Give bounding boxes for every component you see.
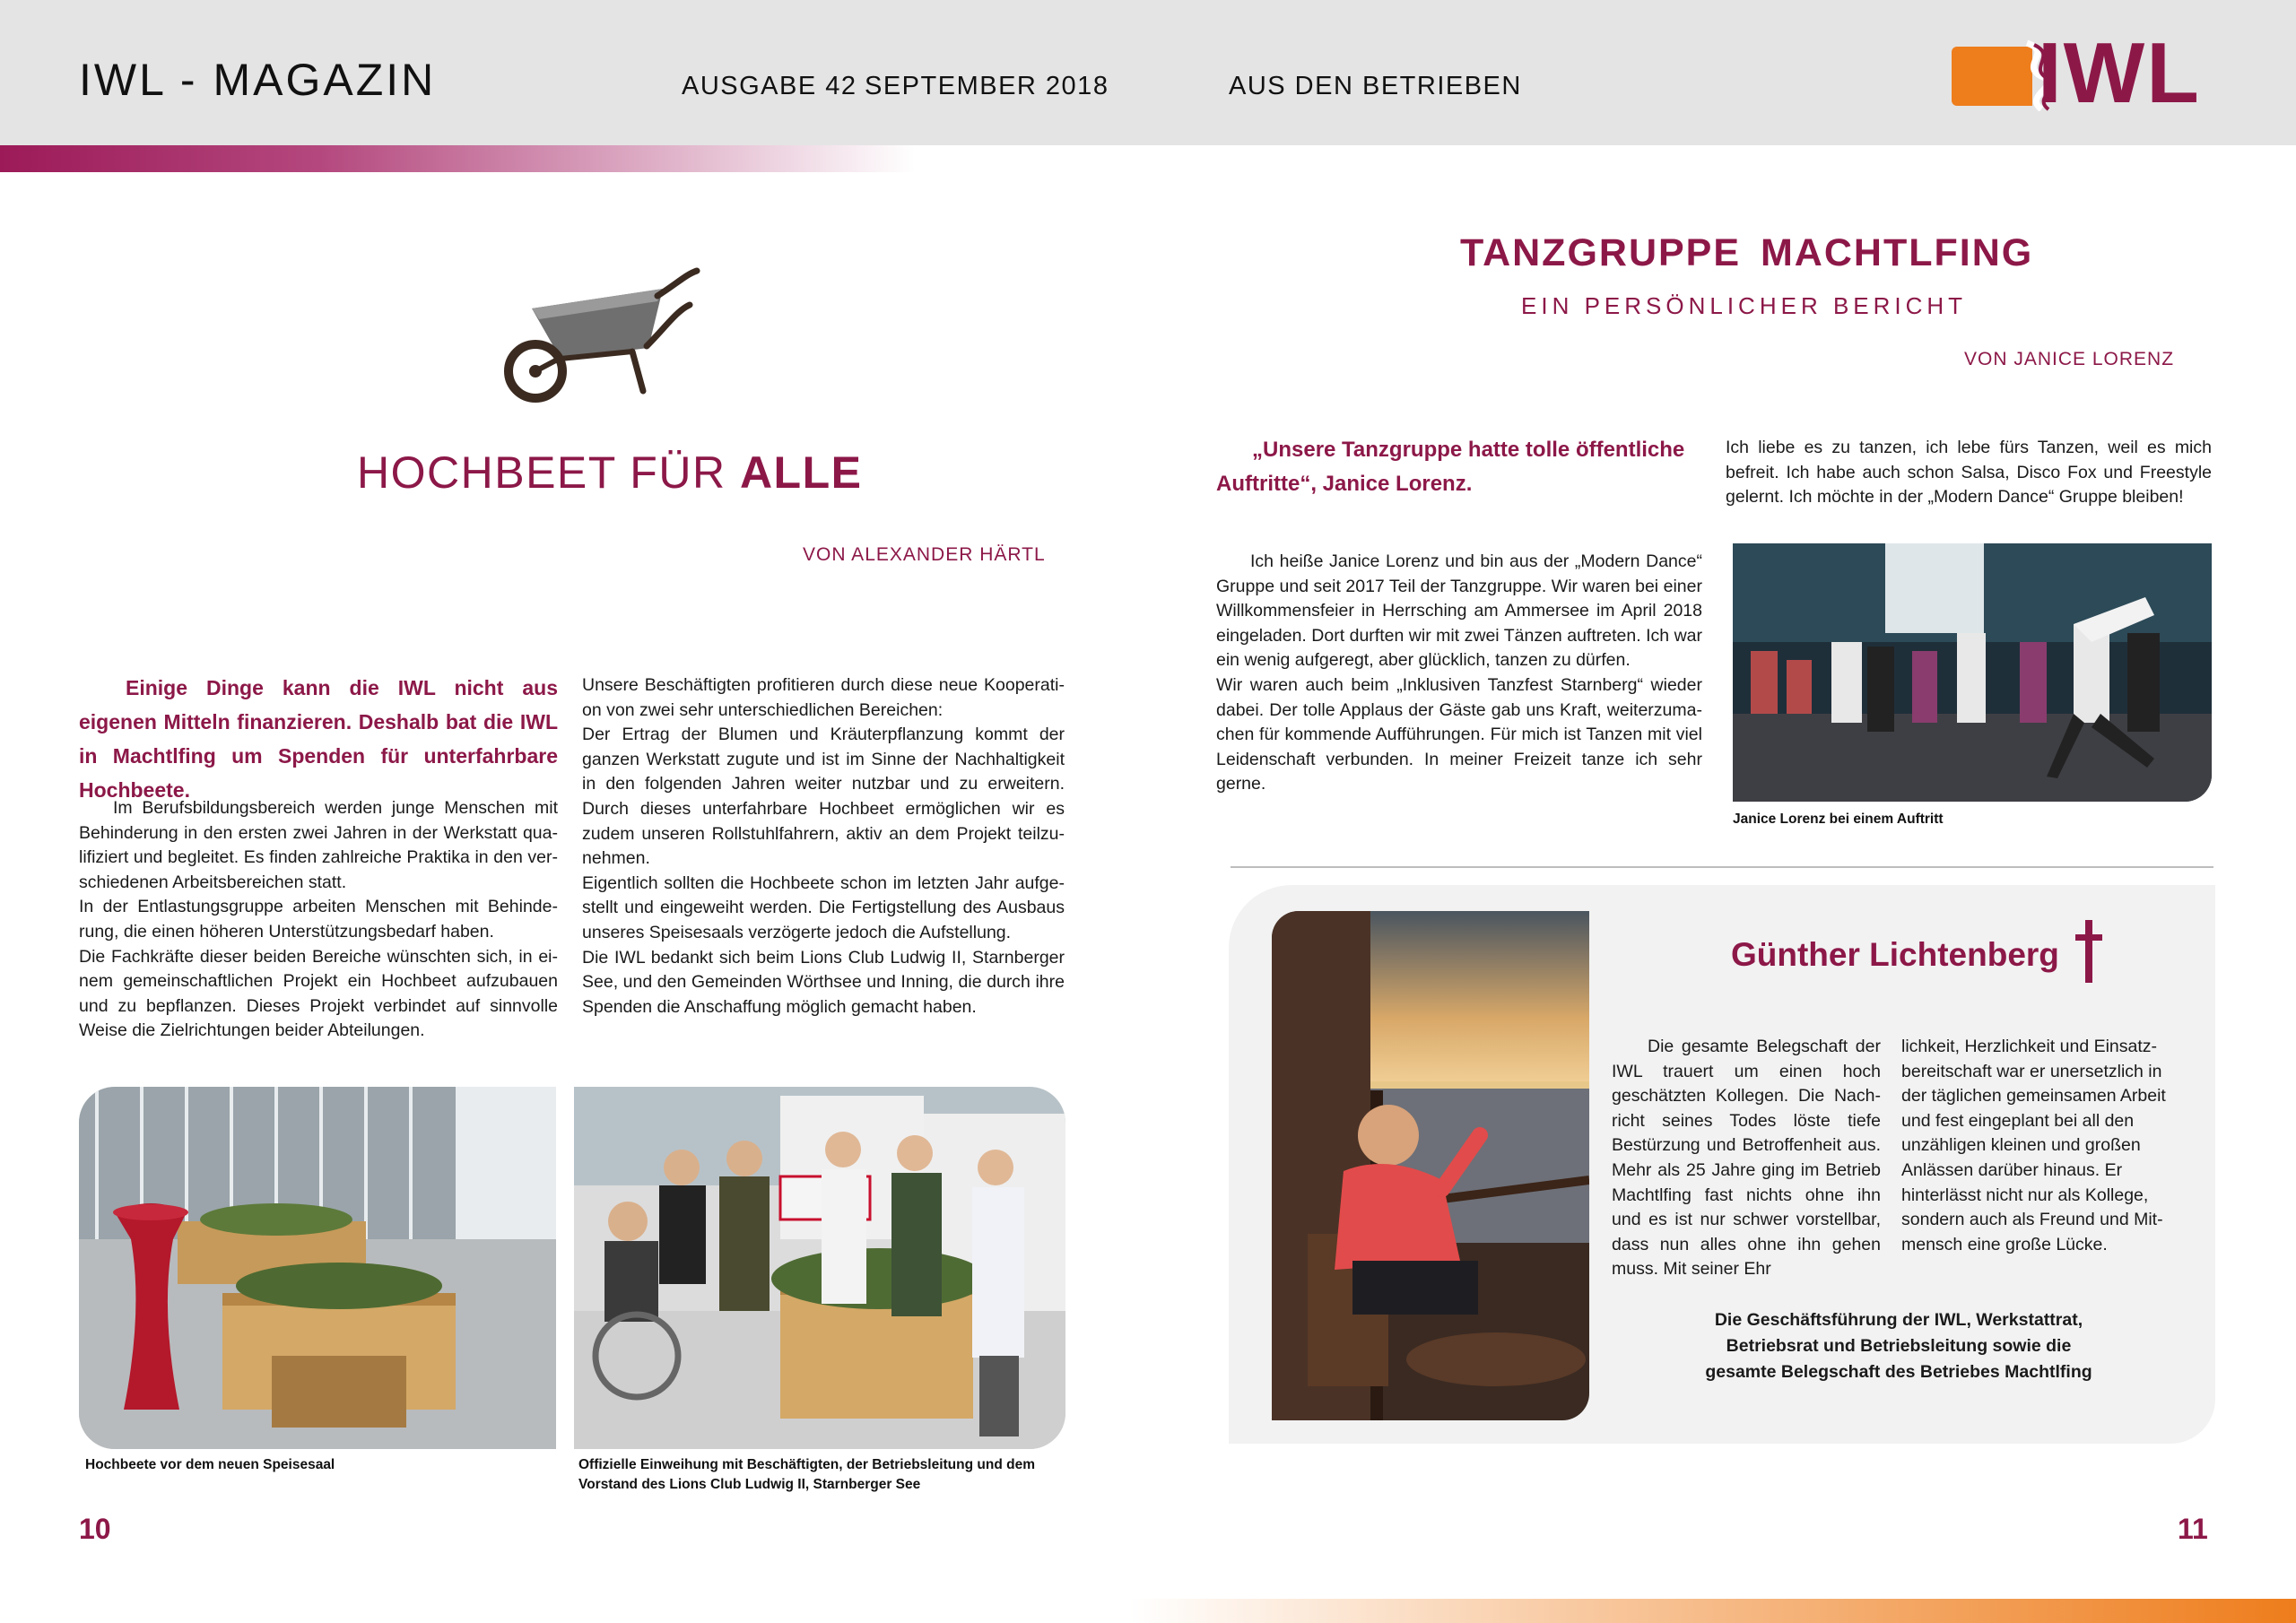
caption-einweihung-2: Vorstand des Lions Club Ludwig II, Starnberger See [578, 1477, 921, 1492]
dance-col-2: Ich liebe es zu tanzen, ich lebe fürs Tanzen, weil es mich befreit. Ich habe auch schon Salsa, Disco Fox und Freestyle gelernt. Ich möchte in der „Modern Dance“ Gruppe bleiben! [1726, 438, 2212, 508]
photo-tanzauftritt [1733, 543, 2212, 802]
photo-hochbeete [79, 1087, 556, 1449]
issue-date: SEPTEMBER 2018 [865, 72, 1109, 100]
article-col-1 [79, 796, 558, 1044]
paragraph: Im Berufsbildungsbereich werden junge Menschen mit Behinderung in den ersten zwei Jahren in der Werkstatt qualifiziert und begleitet. Es finden zahlreiche Praktika in den verschiedenen Arbeitsbereichen statt. [79, 798, 558, 892]
dance-col-1 [1216, 550, 1702, 797]
page-number-left: 10 [79, 1513, 111, 1545]
byline-lorenz: VON JANICE LORENZ [1964, 349, 2175, 369]
paragraph: Die Fachkräfte dieser beiden Bereiche wünschten sich, in einem gemeinschaftlichen Projekt ein Hochbeet aufzubauen und zu bepflanzen. Dieses Projekt verbindet auf sinnvolle Weise die Zielrichtungen beider Abteilungen. [79, 946, 558, 1041]
page-number-right: 11 [2178, 1513, 2208, 1545]
issue-label: AUSGABE 42 [682, 72, 857, 100]
article-intro: Einige Dinge kann die IWL nicht aus eigenen Mitteln finanzieren. Deshalb bat die IWL in Machtlfing um Spenden für unterfahrbare Hochbeete. [79, 676, 558, 802]
paragraph: Unsere Beschäftigten profitieren durch diese neue Kooperation von zwei sehr unterschiedlichen Bereichen: [582, 675, 1065, 720]
photo-einweihung [574, 1087, 1065, 1449]
memorial-col-2: lichkeit, Herzlichkeit und Einsatzbereitschaft war er unersetzlich in der täglichen gemeinsamen Arbeit und fest eingeplant bei all den unzähligen kleinen und großen Anlässen darüber hinaus. Er hinterlässt nicht nur als Kollege, sondern auch als Freund und Mitmensch eine große Lücke. [1901, 1037, 2166, 1254]
article-title-tanzgruppe: TANZGRUPPE MACHTLFING [1460, 231, 2034, 274]
closing-line: gesamte Belegschaft des Betriebes Machtlfing [1705, 1362, 2092, 1382]
pull-quote: „Unsere Tanzgruppe hatte tolle öffentliche Auftritte“, Janice Lorenz. [1216, 438, 1685, 496]
cross-icon [2075, 920, 2102, 983]
paragraph: Die IWL bedankt sich beim Lions Club Ludwig II, Starnberger See, und den Gemeinden Wörthsee und Inning, die durch ihre Spenden die Anschaffung möglich gemacht haben. [582, 947, 1065, 1017]
header-gradient-bar [0, 145, 915, 172]
caption-hochbeete: Hochbeete vor dem neuen Speisesaal [85, 1457, 335, 1472]
article-title-hochbeet: HOCHBEET FÜR ALLE [357, 447, 863, 498]
caption-einweihung-1: Offizielle Einweihung mit Beschäftigten, der Betriebsleitung und dem [578, 1457, 1035, 1472]
photo-lichtenberg [1272, 911, 1589, 1420]
paragraph: Eigentlich sollten die Hochbeete schon im letzten Jahr aufgestellt und eingeweiht werden. Die Fertigstellung des Ausbaus unseres Speisesaals verzögerte jedoch die Aufstellung. [582, 872, 1065, 942]
memorial-col-1: Die gesamte Belegschaft der IWL trauert um einen hoch geschätzten Kollegen. Die Nachricht seines Todes löste tiefe Bestürzung und Betroffenheit aus. Mehr als 25 Jahre ging im Betrieb Machtlfing fast nichts ohne ihn und es ist nur schwer vorstellbar, dass nun alles ohne ihn gehen muss. Mit seiner Ehr [1612, 1037, 1881, 1280]
article-col-2 [582, 673, 1065, 1020]
closing-line: Betriebsrat und Betriebsleitung sowie die [1726, 1336, 2072, 1356]
paragraph: Ich heiße Janice Lorenz und bin aus der „Modern Dance“ Gruppe und seit 2017 Teil der Tanzgruppe. Wir waren bei einer Willkommensfeier in Herrsching am Ammersee im April 2018 eingeladen. Dort durften wir mit zwei Tänzen auftreten. Ich war ein wenig aufgeregt, aber glücklich, tanzen zu dürfen. [1216, 551, 1702, 671]
caption-tanzauftritt: Janice Lorenz bei einem Auftritt [1733, 812, 1944, 827]
paragraph: Wir waren auch beim „Inklusiven Tanzfest Starnberg“ wieder dabei. Der tolle Applaus der Gäste gab uns Kraft, weiterzumachen für kommende Aufführungen. Für mich ist Tanzen mit viel Leidenschaft verbunden. In meiner Freizeit tanze ich sehr gerne. [1216, 674, 1702, 794]
paragraph: In der Entlastungsgruppe arbeiten Menschen mit Behinderung, die einen höheren Unterstützungsbedarf haben. [79, 897, 558, 942]
magazine-title: IWL - MAGAZIN [79, 55, 437, 105]
article-subtitle: EIN PERSÖNLICHER BERICHT [1521, 292, 1968, 319]
section-divider [1231, 866, 2213, 868]
footer-gradient-bar [1130, 1599, 2296, 1623]
byline-haertl: VON ALEXANDER HÄRTL [803, 544, 1046, 565]
logo-text: IWL [2038, 25, 2201, 121]
memorial-name: Günther Lichtenberg [1731, 936, 2059, 973]
memorial-closing [1670, 1307, 2127, 1385]
closing-line: Die Geschäftsführung der IWL, Werkstattrat, [1714, 1310, 2083, 1330]
paragraph: Der Ertrag der Blumen und Kräuterpflanzung kommt der ganzen Werkstatt zugute und ist im Sinne der Nachhaltigkeit in den folgenden Jahren weiter nutzbar und zu erweitern. Durch dieses unterfahrbare Hochbeet ermöglichen wir es zudem unseren Rollstuhlfahrern, aktiv an dem Projekt teilzunehmen. [582, 725, 1065, 869]
section-label: AUS DEN BETRIEBEN [1229, 72, 1522, 100]
wheelbarrow-icon [498, 265, 704, 409]
